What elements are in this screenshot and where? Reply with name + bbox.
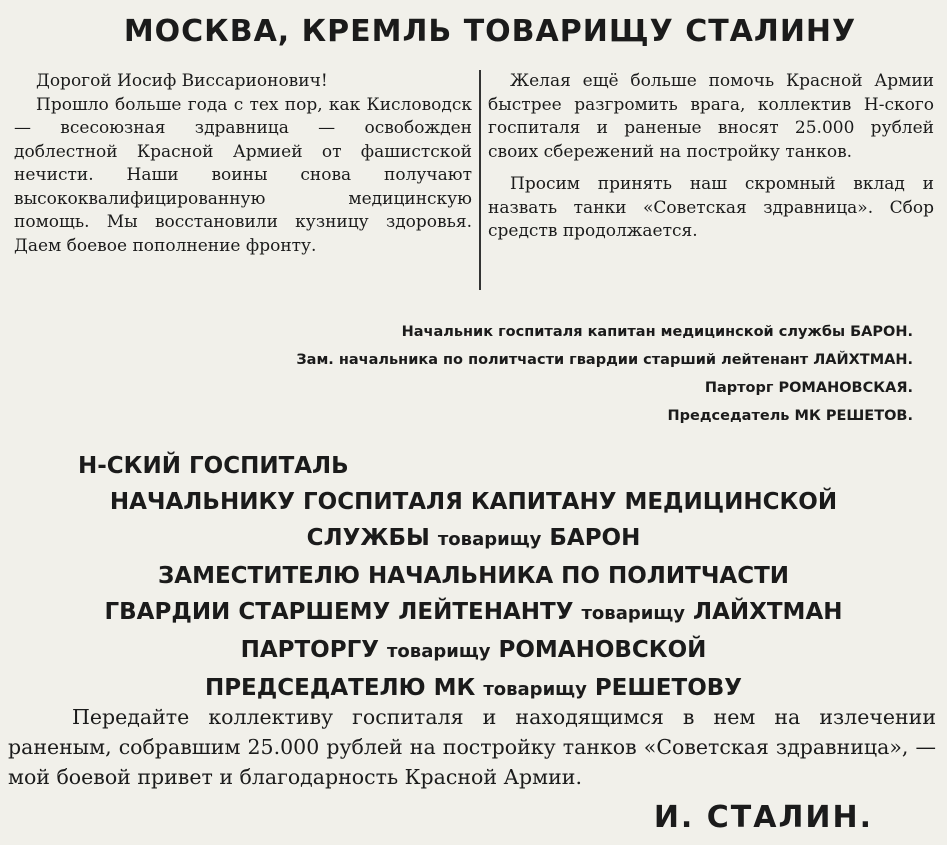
address-text: СЛУЖБЫ bbox=[306, 525, 430, 551]
letter-left-column bbox=[14, 70, 472, 258]
column-divider bbox=[479, 70, 481, 290]
letter-right-paragraph-2: Просим принять наш скромный вклад и назвать танки «Советская здравница». Сбор средств продолжается. bbox=[488, 174, 934, 241]
address-line: Н-СКИЙ ГОСПИТАЛЬ bbox=[78, 453, 349, 479]
address-text: товарищу bbox=[437, 529, 542, 550]
signature-line: Председатель МК РЕШЕТОВ. bbox=[667, 408, 913, 424]
address-text: товарищу bbox=[387, 641, 491, 662]
address-text: БАРОН bbox=[549, 525, 641, 551]
address-text: РОМАНОВСКОЙ bbox=[498, 637, 707, 663]
address-text: ПРЕДСЕДАТЕЛЮ МК bbox=[204, 675, 476, 701]
signature-line: Зам. начальника по политчасти гвардии старший лейтенант ЛАЙХТМАН. bbox=[296, 352, 913, 368]
address-line: ЗАМЕСТИТЕЛЮ НАЧАЛЬНИКА ПО ПОЛИТЧАСТИ bbox=[157, 563, 790, 589]
reply-signoff: И. СТАЛИН. bbox=[653, 800, 873, 835]
address-text: товарищу bbox=[483, 679, 587, 700]
address-text: РЕШЕТОВУ bbox=[594, 675, 743, 701]
letter-right-column bbox=[488, 70, 934, 244]
address-line bbox=[0, 520, 947, 558]
address-text: ГВАРДИИ СТАРШЕМУ ЛЕЙТЕНАНТУ bbox=[104, 599, 574, 625]
signatures-block bbox=[296, 318, 913, 430]
headline: МОСКВА, КРЕМЛЬ ТОВАРИЩУ СТАЛИНУ bbox=[123, 14, 857, 49]
reply-message: Передайте коллективу госпиталя и находящимся в нем на излечении раненым, собравшим 25.000 рублей на постройку танков «Советская здравница», — мой боевой привет и благодарность Красной Армии. bbox=[8, 705, 936, 789]
letter-greeting: Дорогой Иосиф Виссарионович! bbox=[36, 71, 328, 91]
address-text: товарищу bbox=[581, 603, 685, 624]
address-line bbox=[0, 632, 947, 670]
signature-line: Парторг РОМАНОВСКАЯ. bbox=[704, 380, 913, 396]
reply-address-block bbox=[0, 448, 947, 708]
address-text: ЛАЙХТМАН bbox=[692, 599, 843, 625]
address-text: ПАРТОРГУ bbox=[240, 637, 379, 663]
address-line bbox=[0, 594, 947, 632]
signature-line: Начальник госпиталя капитан медицинской службы БАРОН. bbox=[401, 324, 913, 340]
letter-left-paragraph: Прошло больше года с тех пор, как Кисловодск — всесоюзная здравница — освобожден доблестной Красной Армией от фашистской нечисти. Наши воины снова получают высококвалифицированную медицинскую помощь. Мы восстановили кузницу здоровья. Даем боевое пополнение фронту. bbox=[14, 94, 472, 256]
letter-right-paragraph-1: Желая ещё больше помочь Красной Армии быстрее разгромить врага, коллектив Н-ского госпиталя и раненые вносят 25.000 рублей своих сбережений на постройку танков. bbox=[488, 71, 934, 162]
address-line: НАЧАЛЬНИКУ ГОСПИТАЛЯ КАПИТАНУ МЕДИЦИНСКОЙ bbox=[109, 489, 838, 515]
